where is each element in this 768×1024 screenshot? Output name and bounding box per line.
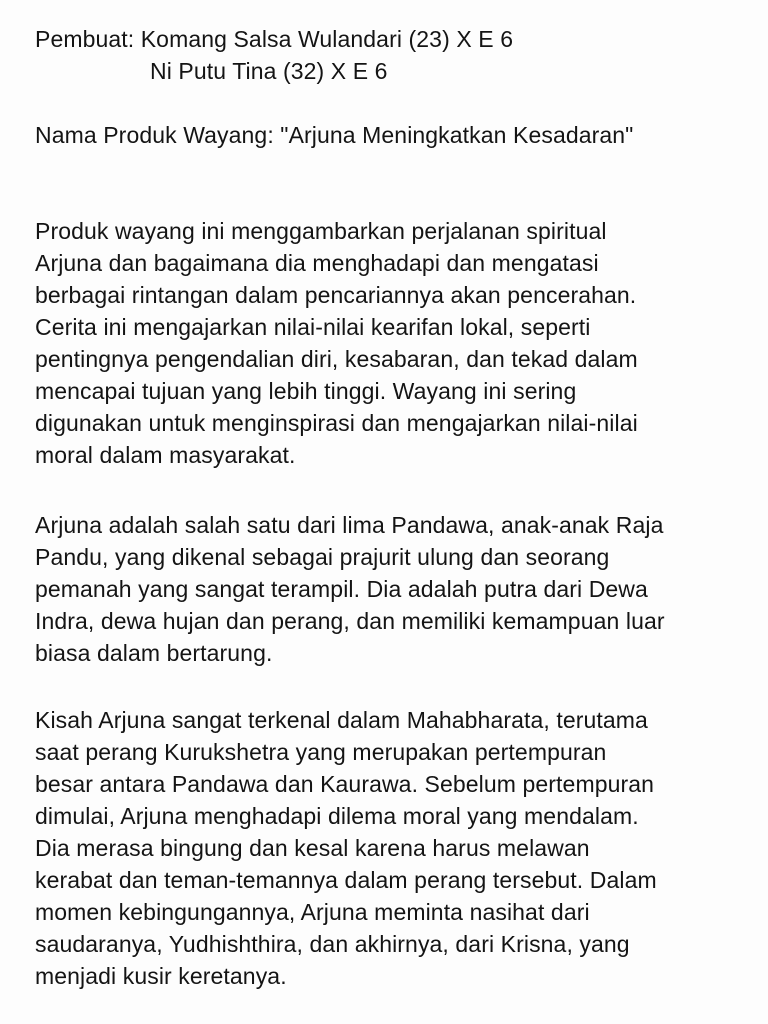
paragraph-line: mencapai tujuan yang lebih tinggi. Wayang ini sering xyxy=(35,378,577,404)
paragraph-line: digunakan untuk menginspirasi dan mengajarkan nilai-nilai xyxy=(35,410,638,436)
paragraph-line: saudaranya, Yudhishthira, dan akhirnya, dari Krisna, yang xyxy=(35,931,630,957)
paragraph-line: momen kebingungannya, Arjuna meminta nasihat dari xyxy=(35,899,590,925)
paragraph-line: Cerita ini mengajarkan nilai-nilai kearifan lokal, seperti xyxy=(35,314,591,340)
paragraph-line: menjadi kusir keretanya. xyxy=(35,963,287,989)
paragraph-line: pentingnya pengendalian diri, kesabaran, dan tekad dalam xyxy=(35,346,638,372)
paragraph-line: berbagai rintangan dalam pencariannya akan pencerahan. xyxy=(35,282,637,308)
paragraph-line: saat perang Kurukshetra yang merupakan pertempuran xyxy=(35,739,607,765)
paragraph-line: Pandu, yang dikenal sebagai prajurit ulung dan seorang xyxy=(35,544,610,570)
author-line-1: Pembuat: Komang Salsa Wulandari (23) X E 6 xyxy=(35,26,514,52)
paragraph-line: Produk wayang ini menggambarkan perjalanan spiritual xyxy=(35,218,607,244)
product-name-line: Nama Produk Wayang: "Arjuna Meningkatkan Kesadaran" xyxy=(35,122,634,148)
paragraph-line: Kisah Arjuna sangat terkenal dalam Mahabharata, terutama xyxy=(35,707,648,733)
paragraph-line: moral dalam masyarakat. xyxy=(35,442,296,468)
paragraph-line: biasa dalam bertarung. xyxy=(35,640,273,666)
paragraph-line: dimulai, Arjuna menghadapi dilema moral yang mendalam. xyxy=(35,803,639,829)
paragraph-line: Arjuna dan bagaimana dia menghadapi dan mengatasi xyxy=(35,250,599,276)
paragraph-line: besar antara Pandawa dan Kaurawa. Sebelum pertempuran xyxy=(35,771,655,797)
author-line-2: Ni Putu Tina (32) X E 6 xyxy=(150,58,388,84)
paragraph-3 xyxy=(35,704,657,992)
paragraph-line: kerabat dan teman-temannya dalam perang tersebut. Dalam xyxy=(35,867,657,893)
paragraph-1 xyxy=(35,215,638,471)
paragraph-line: Indra, dewa hujan dan perang, dan memiliki kemampuan luar xyxy=(35,608,665,634)
paragraph-2 xyxy=(35,509,665,669)
paragraph-line: Arjuna adalah salah satu dari lima Pandawa, anak-anak Raja xyxy=(35,512,664,538)
paragraph-line: pemanah yang sangat terampil. Dia adalah putra dari Dewa xyxy=(35,576,648,602)
paragraph-line: Dia merasa bingung dan kesal karena harus melawan xyxy=(35,835,590,861)
